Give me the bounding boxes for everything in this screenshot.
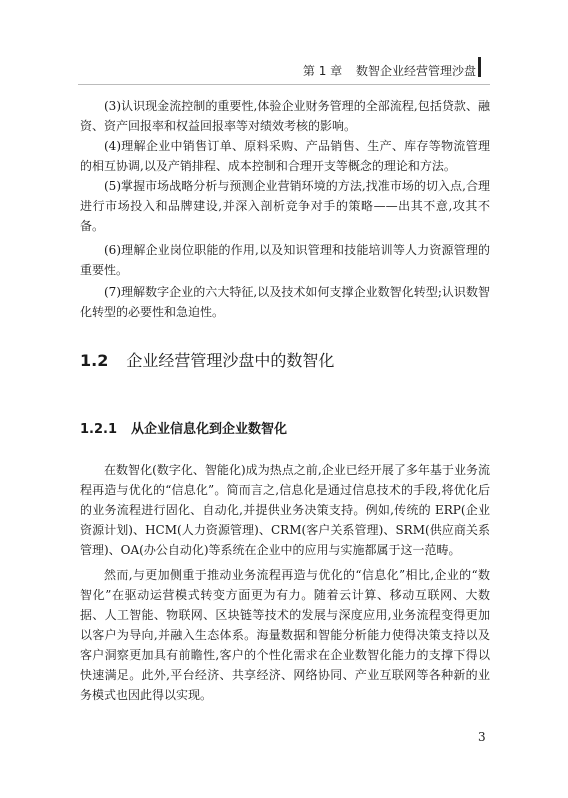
paragraph-item-3: (3)认识现金流控制的重要性,体验企业财务管理的全部流程,包括贷款、融资、资产回报率和权益回报率等对绩效考核的影响。 xyxy=(80,99,490,133)
running-header xyxy=(303,62,476,79)
chapter-label: 第 1 章 xyxy=(302,64,343,78)
paragraph-item-6: (6)理解企业岗位职能的作用,以及知识管理和技能培训等人力资源管理的重要性。 xyxy=(80,243,490,277)
body-paragraph-1: 在数智化(数字化、智能化)成为热点之前,企业已经开展了多年基于业务流程再造与优化的“信息化”。简而言之,信息化是通过信息技术的手段,将优化后的业务流程进行固化、自动化,并提供业务决策支持。例如,传统的 ERP(企业资源计划)、HCM(人力资源管理)、CRM(客户关系管理)、SRM(供应商关系管理)、OA(办公自动化)等系统在企业中的应用与实施都属于这一范畴。 xyxy=(80,463,490,557)
book-title: 数智企业经营管理沙盘 xyxy=(355,64,476,78)
header-rule xyxy=(78,84,490,85)
page-number: 3 xyxy=(478,730,486,744)
subsection-title: 从企业信息化到企业数智化 xyxy=(131,422,288,437)
section-heading xyxy=(80,348,334,371)
paragraph-item-7: (7)理解数字企业的六大特征,以及技术如何支撑企业数智化转型;认识数智化转型的必要性和急迫性。 xyxy=(80,285,490,319)
header-bar xyxy=(478,57,481,77)
body-paragraph-2: 然而,与更加侧重于推动业务流程再造与优化的“信息化”相比,企业的“数智化”在驱动运营模式转变方面更为有力。随着云计算、移动互联网、大数据、人工智能、物联网、区块链等技术的发展与深度应用,业务流程变得更加以客户为导向,并融入生态体系。海量数据和智能分析能力使得决策支持以及客户洞察更加具有前瞻性,客户的个性化需求在企业数智化能力的支撑下得以快速满足。此外,平台经济、共享经济、网络协同、产业互联网等各种新的业务模式也因此得以实现。 xyxy=(80,568,490,702)
subsection-number: 1.2.1 xyxy=(80,422,118,437)
section-number: 1.2 xyxy=(80,351,109,370)
section-title: 企业经营管理沙盘中的数智化 xyxy=(126,351,335,370)
paragraph-item-4: (4)理解企业中销售订单、原料采购、产品销售、生产、库存等物流管理的相互协调,以及产销排程、成本控制和合理开支等概念的理论和方法。 xyxy=(80,139,490,173)
paragraph-item-5: (5)掌握市场战略分析与预测企业营销环境的方法,找准市场的切入点,合理进行市场投入和品牌建设,并深入剖析竞争对手的策略——出其不意,攻其不备。 xyxy=(80,179,490,233)
subsection-heading xyxy=(80,418,287,437)
